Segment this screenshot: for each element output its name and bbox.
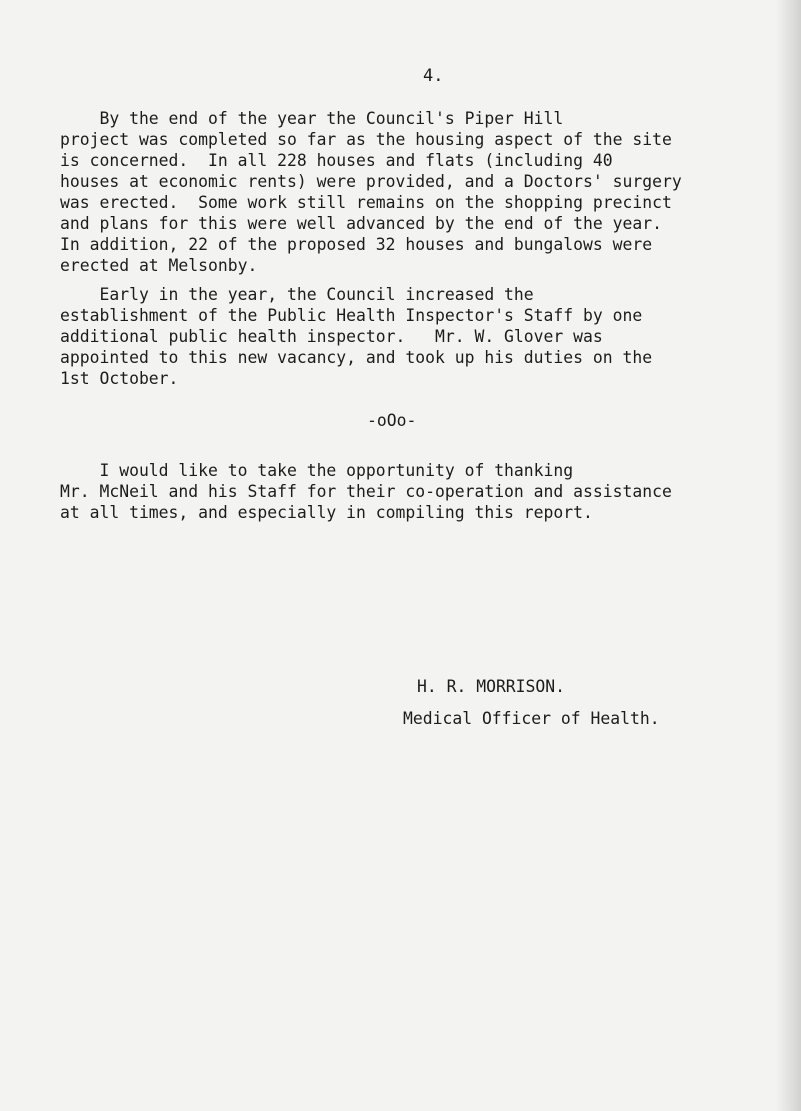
page-edge-shadow — [775, 0, 801, 1111]
paragraph-staff: Early in the year, the Council increased the establishment of the Public Health Inspector's Staff by one additional public health inspector. Mr. W. Glover was appointed to this new vacancy, and took up his duties on the 1st October. — [60, 285, 653, 388]
paragraph-housing: By the end of the year the Council's Piper Hill project was completed so far as the housing aspect of the site is concerned. In all 228 houses and flats (including 40 houses at economic rents) were provided, and a Doctors' surgery was erected. Some work still remains on the shopping precinct and plans for this were well advanced by the end of the year. In addition, 22 of the proposed 32 houses and bungalows were erected at Melsonby. — [60, 109, 682, 275]
signature-title: Medical Officer of Health. — [403, 709, 660, 728]
section-divider: -oOo- — [367, 411, 417, 430]
paragraph-thanks: I would like to take the opportunity of thanking Mr. McNeil and his Staff for their co-operation and assistance at all times, and especially in compiling this report. — [60, 461, 672, 522]
page-number: 4. — [423, 66, 444, 86]
signature-name: H. R. MORRISON. — [417, 677, 566, 696]
